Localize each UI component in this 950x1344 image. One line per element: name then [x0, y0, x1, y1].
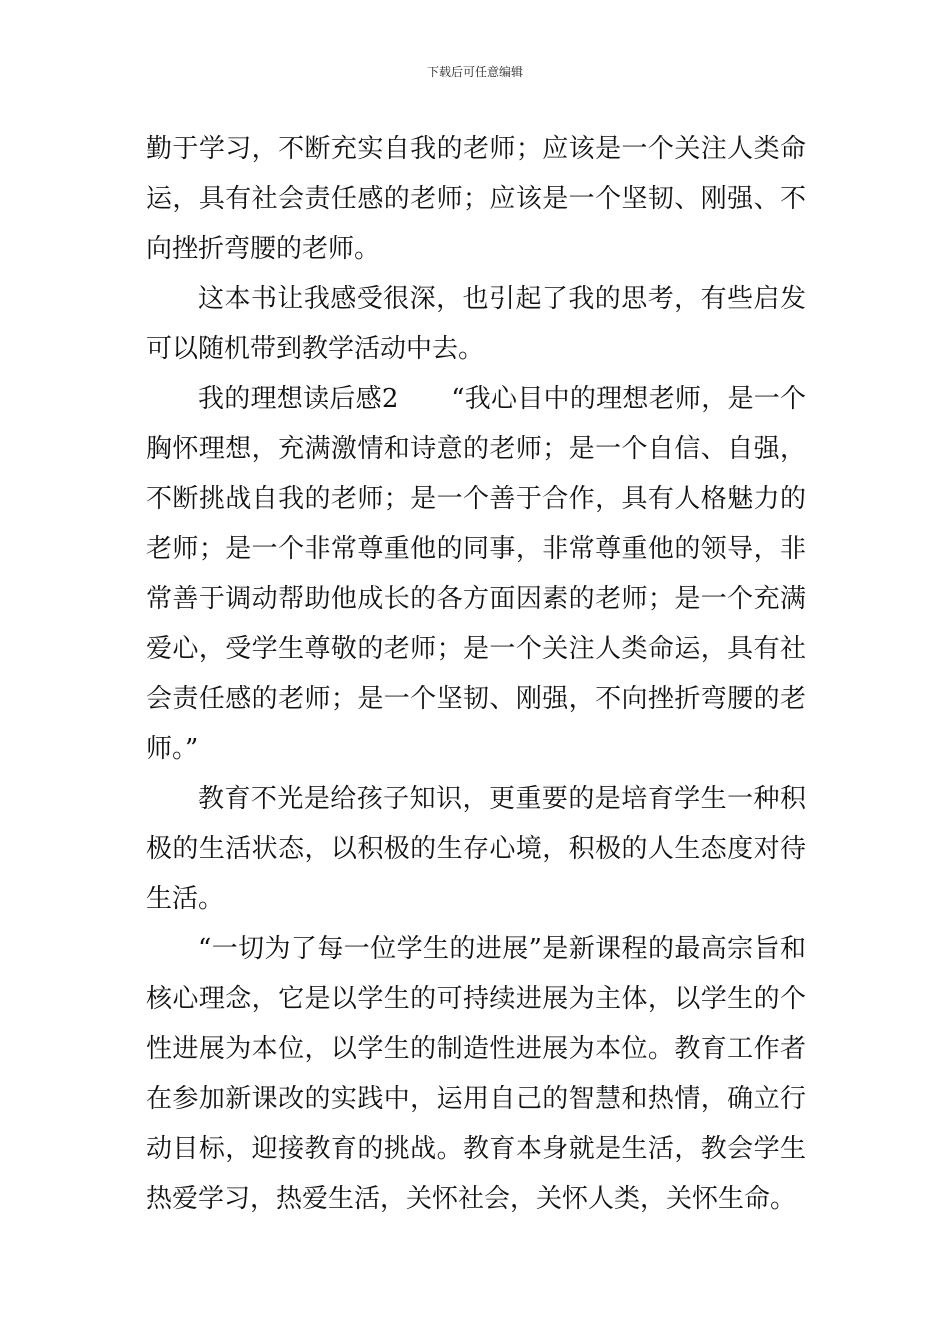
paragraph-continuation: 勤于学习，不断充实自我的老师；应该是一个关注人类命运，具有社会责任感的老师；应该是一个坚韧、刚强、不向挫折弯腰的老师。: [146, 134, 806, 264]
paragraph-education: 教育不光是给孩子知识，更重要的是培育学生一种积极的生活状态，以积极的生存心境，积极的人生态度对待生活。: [146, 784, 806, 914]
paragraph-new-curriculum: “一切为了每一位学生的进展”是新课程的最高宗旨和核心理念，它是以学生的可持续进展为主体，以学生的个性进展为本位，以学生的制造性进展为本位。教育工作者在参加新课改的实践中，运用自己的智慧和热情，确立行动目标，迎接教育的挑战。教育本身就是生活，教会学生热爱学习，热爱生活，关怀社会，关怀人类，关怀生命。: [146, 934, 806, 1214]
paragraph-essay-2-quote: 我的理想读后感2 “我心目中的理想老师，是一个胸怀理想，充满激情和诗意的老师；是一个自信、自强，不断挑战自我的老师；是一个善于合作，具有人格魅力的老师；是一个非常尊重他的同事，非常尊重他的领导，非常善于调动帮助他成长的各方面因素的老师；是一个充满爱心，受学生尊敬的老师；是一个关注人类命运，具有社会责任感的老师；是一个坚韧、刚强，不向挫折弯腰的老师。”: [146, 384, 806, 764]
page-header: 下载后可任意编辑: [426, 65, 523, 79]
paragraph-reflection: 这本书让我感受很深，也引起了我的思考，有些启发可以随机带到教学活动中去。: [146, 284, 806, 364]
document-body: [146, 124, 806, 1224]
